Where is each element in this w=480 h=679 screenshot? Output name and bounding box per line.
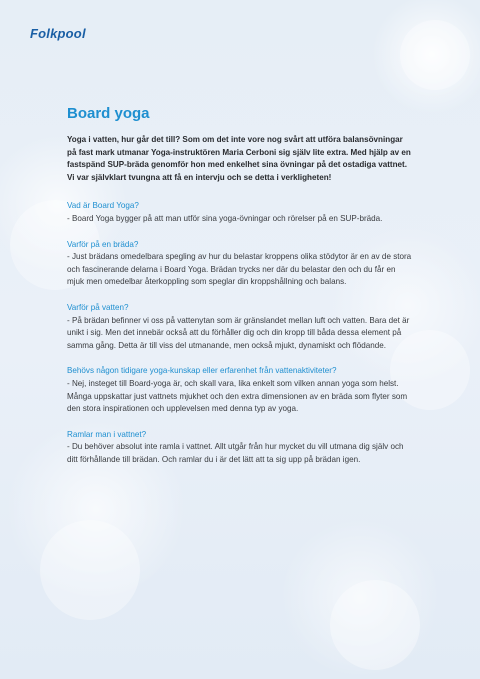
- qa-item: [67, 239, 412, 289]
- background-bokeh: [330, 580, 420, 670]
- question: Behövs någon tidigare yoga-kunskap eller erfarenhet från vattenaktiviteter?: [67, 366, 337, 376]
- background-bokeh: [400, 20, 470, 90]
- qa-item: [67, 365, 412, 415]
- question: Varför på vatten?: [67, 302, 129, 312]
- answer: - Board Yoga bygger på att man utför sina yoga-övningar och rörelser på en SUP-bräda.: [67, 213, 383, 223]
- background-bokeh: [40, 520, 140, 620]
- intro-paragraph: Yoga i vatten, hur går det till? Som om det inte vore nog svårt att utföra balansövningar på fast mark utmanar Yoga-instruktören Maria Cerboni sig själv lite extra. Med hjälp av en fastspänd SUP-bräda genomför hon med enkelhet sina övningar på det ostadiga vattnet. Vi var självklart tvungna att få en intervju och se detta i verkligheten!: [67, 135, 411, 182]
- qa-item: [67, 302, 412, 352]
- qa-item: [67, 200, 412, 225]
- page-title: Board yoga: [67, 105, 150, 122]
- answer: - Du behöver absolut inte ramla i vattnet. Allt utgår från hur mycket du vill utmana dig själv och ditt förhållande till brädan. Och ramlar du i är det lätt att ta sig upp på brädan igen.: [67, 442, 404, 464]
- answer: - Just brädans omedelbara spegling av hur du belastar kroppens olika stödytor är en av de stora och fascinerande delarna i Board Yoga. Brädan trycks ner där du belastar den och du får en mjuk men omedelbar återkoppling som speglar din kroppshållning och balans.: [67, 252, 412, 287]
- answer: - På brädan befinner vi oss på vattenytan som är gränslandet mellan luft och vatten. Bara det är unikt i sig. Men det innebär också att du förhåller dig och din kropp till båda dessa element på samma gång. Detta är till viss del utmanande, men också mjukt, dynamiskt och flödande.: [67, 315, 410, 350]
- answer: - Nej, insteget till Board-yoga är, och skall vara, lika enkelt som vilken annan yoga som helst. Många uppskattar just vattnets mjukhet och den extra dimensionen av en bräda som flyter som den stora inspirationen och upplevelsen med denna typ av yoga.: [67, 378, 408, 414]
- question: Vad är Board Yoga?: [67, 201, 139, 211]
- article: [67, 105, 412, 479]
- question: Varför på en bräda?: [67, 239, 139, 249]
- brand-logo: Folkpool: [30, 26, 86, 41]
- qa-item: [67, 429, 412, 467]
- question: Ramlar man i vattnet?: [67, 429, 147, 439]
